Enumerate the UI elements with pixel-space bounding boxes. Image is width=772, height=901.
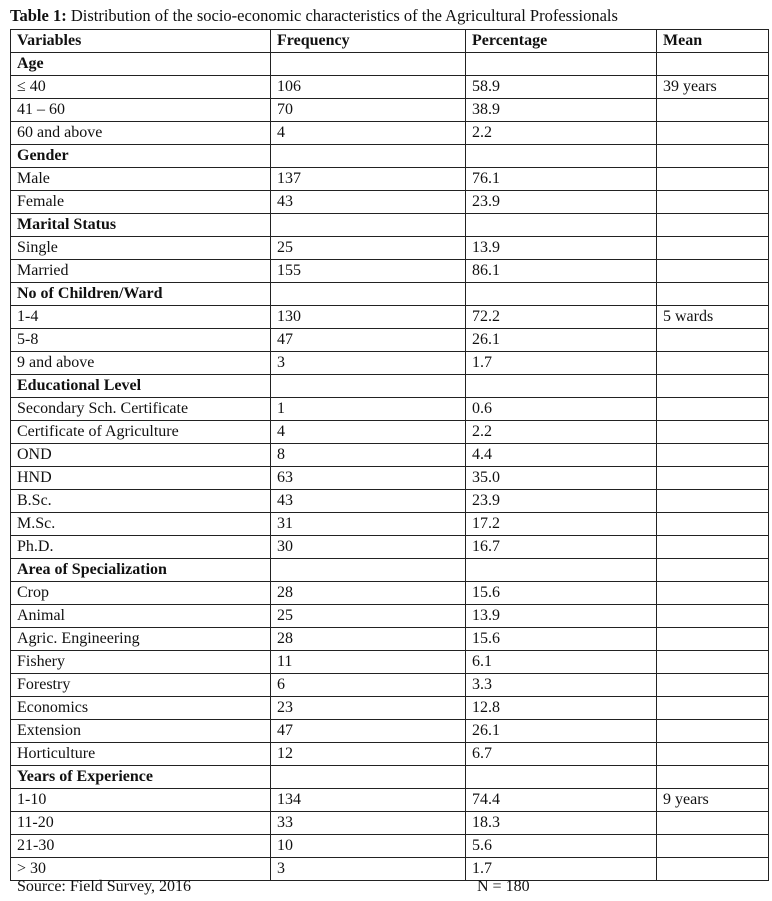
percentage-cell: 0.6 [466, 398, 657, 421]
table-row [11, 122, 769, 145]
frequency-cell [271, 145, 466, 168]
header-row [11, 30, 769, 53]
percentage-cell: 13.9 [466, 237, 657, 260]
table-row [11, 490, 769, 513]
mean-cell [657, 168, 769, 191]
mean-cell [657, 697, 769, 720]
frequency-cell: 3 [271, 352, 466, 375]
frequency-cell [271, 375, 466, 398]
table-row [11, 628, 769, 651]
variable-cell: 21-30 [11, 835, 271, 858]
percentage-cell [466, 766, 657, 789]
variable-cell: Male [11, 168, 271, 191]
section-row [11, 53, 769, 76]
percentage-cell: 1.7 [466, 352, 657, 375]
variable-cell: Economics [11, 697, 271, 720]
frequency-cell [271, 53, 466, 76]
section-row [11, 375, 769, 398]
table-row [11, 306, 769, 329]
table-row [11, 329, 769, 352]
frequency-cell: 134 [271, 789, 466, 812]
frequency-cell: 28 [271, 582, 466, 605]
variable-cell: Agric. Engineering [11, 628, 271, 651]
table-row [11, 191, 769, 214]
mean-cell [657, 329, 769, 352]
table-row [11, 444, 769, 467]
mean-cell [657, 720, 769, 743]
frequency-cell: 3 [271, 858, 466, 881]
percentage-cell: 58.9 [466, 76, 657, 99]
table-row [11, 835, 769, 858]
percentage-cell: 26.1 [466, 329, 657, 352]
mean-cell [657, 375, 769, 398]
variable-cell: Female [11, 191, 271, 214]
mean-cell [657, 191, 769, 214]
mean-cell [657, 582, 769, 605]
frequency-cell [271, 214, 466, 237]
caption-text: Distribution of the socio-economic characteristics of the Agricultural Professionals [66, 6, 618, 25]
percentage-cell: 15.6 [466, 628, 657, 651]
section-row [11, 145, 769, 168]
data-table [10, 29, 769, 881]
mean-cell [657, 352, 769, 375]
percentage-cell [466, 375, 657, 398]
table-row [11, 674, 769, 697]
source-note: Source: Field Survey, 2016 [17, 878, 192, 895]
mean-cell [657, 283, 769, 306]
mean-cell: 5 wards [657, 306, 769, 329]
table-row [11, 76, 769, 99]
variable-cell: Gender [11, 145, 271, 168]
variable-cell: Crop [11, 582, 271, 605]
frequency-cell: 6 [271, 674, 466, 697]
header-percentage: Percentage [466, 30, 657, 53]
percentage-cell: 38.9 [466, 99, 657, 122]
percentage-cell: 17.2 [466, 513, 657, 536]
percentage-cell: 23.9 [466, 191, 657, 214]
frequency-cell: 28 [271, 628, 466, 651]
frequency-cell: 33 [271, 812, 466, 835]
table-row [11, 352, 769, 375]
sample-size: N = 180 [477, 878, 530, 895]
frequency-cell: 30 [271, 536, 466, 559]
mean-cell [657, 214, 769, 237]
mean-cell [657, 858, 769, 881]
mean-cell [657, 835, 769, 858]
mean-cell [657, 812, 769, 835]
frequency-cell [271, 766, 466, 789]
frequency-cell: 8 [271, 444, 466, 467]
variable-cell: 41 – 60 [11, 99, 271, 122]
mean-cell [657, 651, 769, 674]
frequency-cell: 106 [271, 76, 466, 99]
variable-cell: OND [11, 444, 271, 467]
section-row [11, 766, 769, 789]
section-row [11, 214, 769, 237]
percentage-cell [466, 145, 657, 168]
percentage-cell: 3.3 [466, 674, 657, 697]
frequency-cell: 31 [271, 513, 466, 536]
percentage-cell: 35.0 [466, 467, 657, 490]
frequency-cell: 25 [271, 237, 466, 260]
variable-cell: Area of Specialization [11, 559, 271, 582]
frequency-cell: 70 [271, 99, 466, 122]
variable-cell: Secondary Sch. Certificate [11, 398, 271, 421]
table-caption [10, 6, 618, 26]
percentage-cell: 72.2 [466, 306, 657, 329]
mean-cell [657, 536, 769, 559]
variable-cell: > 30 [11, 858, 271, 881]
variable-cell: Fishery [11, 651, 271, 674]
percentage-cell: 6.1 [466, 651, 657, 674]
mean-cell [657, 53, 769, 76]
table-row [11, 651, 769, 674]
table-row [11, 720, 769, 743]
percentage-cell: 86.1 [466, 260, 657, 283]
percentage-cell [466, 283, 657, 306]
percentage-cell: 12.8 [466, 697, 657, 720]
mean-cell [657, 513, 769, 536]
frequency-cell: 10 [271, 835, 466, 858]
variable-cell: 9 and above [11, 352, 271, 375]
mean-cell [657, 766, 769, 789]
percentage-cell: 2.2 [466, 421, 657, 444]
mean-cell [657, 467, 769, 490]
frequency-cell [271, 283, 466, 306]
table-row [11, 812, 769, 835]
table-row [11, 421, 769, 444]
variable-cell: M.Sc. [11, 513, 271, 536]
table-row [11, 99, 769, 122]
frequency-cell [271, 559, 466, 582]
frequency-cell: 4 [271, 122, 466, 145]
percentage-cell: 13.9 [466, 605, 657, 628]
variable-cell: Extension [11, 720, 271, 743]
percentage-cell: 26.1 [466, 720, 657, 743]
percentage-cell: 1.7 [466, 858, 657, 881]
mean-cell [657, 444, 769, 467]
percentage-cell [466, 214, 657, 237]
mean-cell [657, 145, 769, 168]
table-row [11, 582, 769, 605]
mean-cell [657, 122, 769, 145]
variable-cell: HND [11, 467, 271, 490]
frequency-cell: 1 [271, 398, 466, 421]
caption-label: Table 1: [10, 6, 67, 25]
percentage-cell [466, 559, 657, 582]
mean-cell [657, 237, 769, 260]
mean-cell [657, 398, 769, 421]
mean-cell [657, 674, 769, 697]
percentage-cell: 5.6 [466, 835, 657, 858]
section-row [11, 283, 769, 306]
frequency-cell: 4 [271, 421, 466, 444]
percentage-cell [466, 53, 657, 76]
variable-cell: 1-4 [11, 306, 271, 329]
frequency-cell: 11 [271, 651, 466, 674]
header-variables: Variables [11, 30, 271, 53]
variable-cell: Ph.D. [11, 536, 271, 559]
variable-cell: Educational Level [11, 375, 271, 398]
variable-cell: Horticulture [11, 743, 271, 766]
table-row [11, 605, 769, 628]
percentage-cell: 6.7 [466, 743, 657, 766]
table-row [11, 789, 769, 812]
header-mean: Mean [657, 30, 769, 53]
percentage-cell: 16.7 [466, 536, 657, 559]
percentage-cell: 74.4 [466, 789, 657, 812]
mean-cell: 9 years [657, 789, 769, 812]
frequency-cell: 137 [271, 168, 466, 191]
frequency-cell: 43 [271, 191, 466, 214]
mean-cell [657, 260, 769, 283]
table-row [11, 237, 769, 260]
percentage-cell: 18.3 [466, 812, 657, 835]
frequency-cell: 155 [271, 260, 466, 283]
percentage-cell: 4.4 [466, 444, 657, 467]
percentage-cell: 23.9 [466, 490, 657, 513]
mean-cell [657, 99, 769, 122]
frequency-cell: 130 [271, 306, 466, 329]
percentage-cell: 76.1 [466, 168, 657, 191]
variable-cell: Marital Status [11, 214, 271, 237]
variable-cell: ≤ 40 [11, 76, 271, 99]
mean-cell [657, 421, 769, 444]
table-row [11, 743, 769, 766]
variable-cell: Certificate of Agriculture [11, 421, 271, 444]
frequency-cell: 25 [271, 605, 466, 628]
percentage-cell: 2.2 [466, 122, 657, 145]
frequency-cell: 12 [271, 743, 466, 766]
variable-cell: Age [11, 53, 271, 76]
table-row [11, 398, 769, 421]
variable-cell: Animal [11, 605, 271, 628]
percentage-cell: 15.6 [466, 582, 657, 605]
frequency-cell: 43 [271, 490, 466, 513]
variable-cell: 1-10 [11, 789, 271, 812]
mean-cell: 39 years [657, 76, 769, 99]
variable-cell: 11-20 [11, 812, 271, 835]
table-row [11, 536, 769, 559]
variable-cell: No of Children/Ward [11, 283, 271, 306]
mean-cell [657, 559, 769, 582]
table-row [11, 697, 769, 720]
frequency-cell: 47 [271, 720, 466, 743]
table-row [11, 513, 769, 536]
frequency-cell: 63 [271, 467, 466, 490]
variable-cell: B.Sc. [11, 490, 271, 513]
variable-cell: Forestry [11, 674, 271, 697]
section-row [11, 559, 769, 582]
variable-cell: Married [11, 260, 271, 283]
variable-cell: 60 and above [11, 122, 271, 145]
variable-cell: Years of Experience [11, 766, 271, 789]
table-row [11, 168, 769, 191]
header-frequency: Frequency [271, 30, 466, 53]
frequency-cell: 23 [271, 697, 466, 720]
variable-cell: Single [11, 237, 271, 260]
mean-cell [657, 628, 769, 651]
table-row [11, 260, 769, 283]
mean-cell [657, 605, 769, 628]
frequency-cell: 47 [271, 329, 466, 352]
table-row [11, 467, 769, 490]
mean-cell [657, 490, 769, 513]
variable-cell: 5-8 [11, 329, 271, 352]
mean-cell [657, 743, 769, 766]
